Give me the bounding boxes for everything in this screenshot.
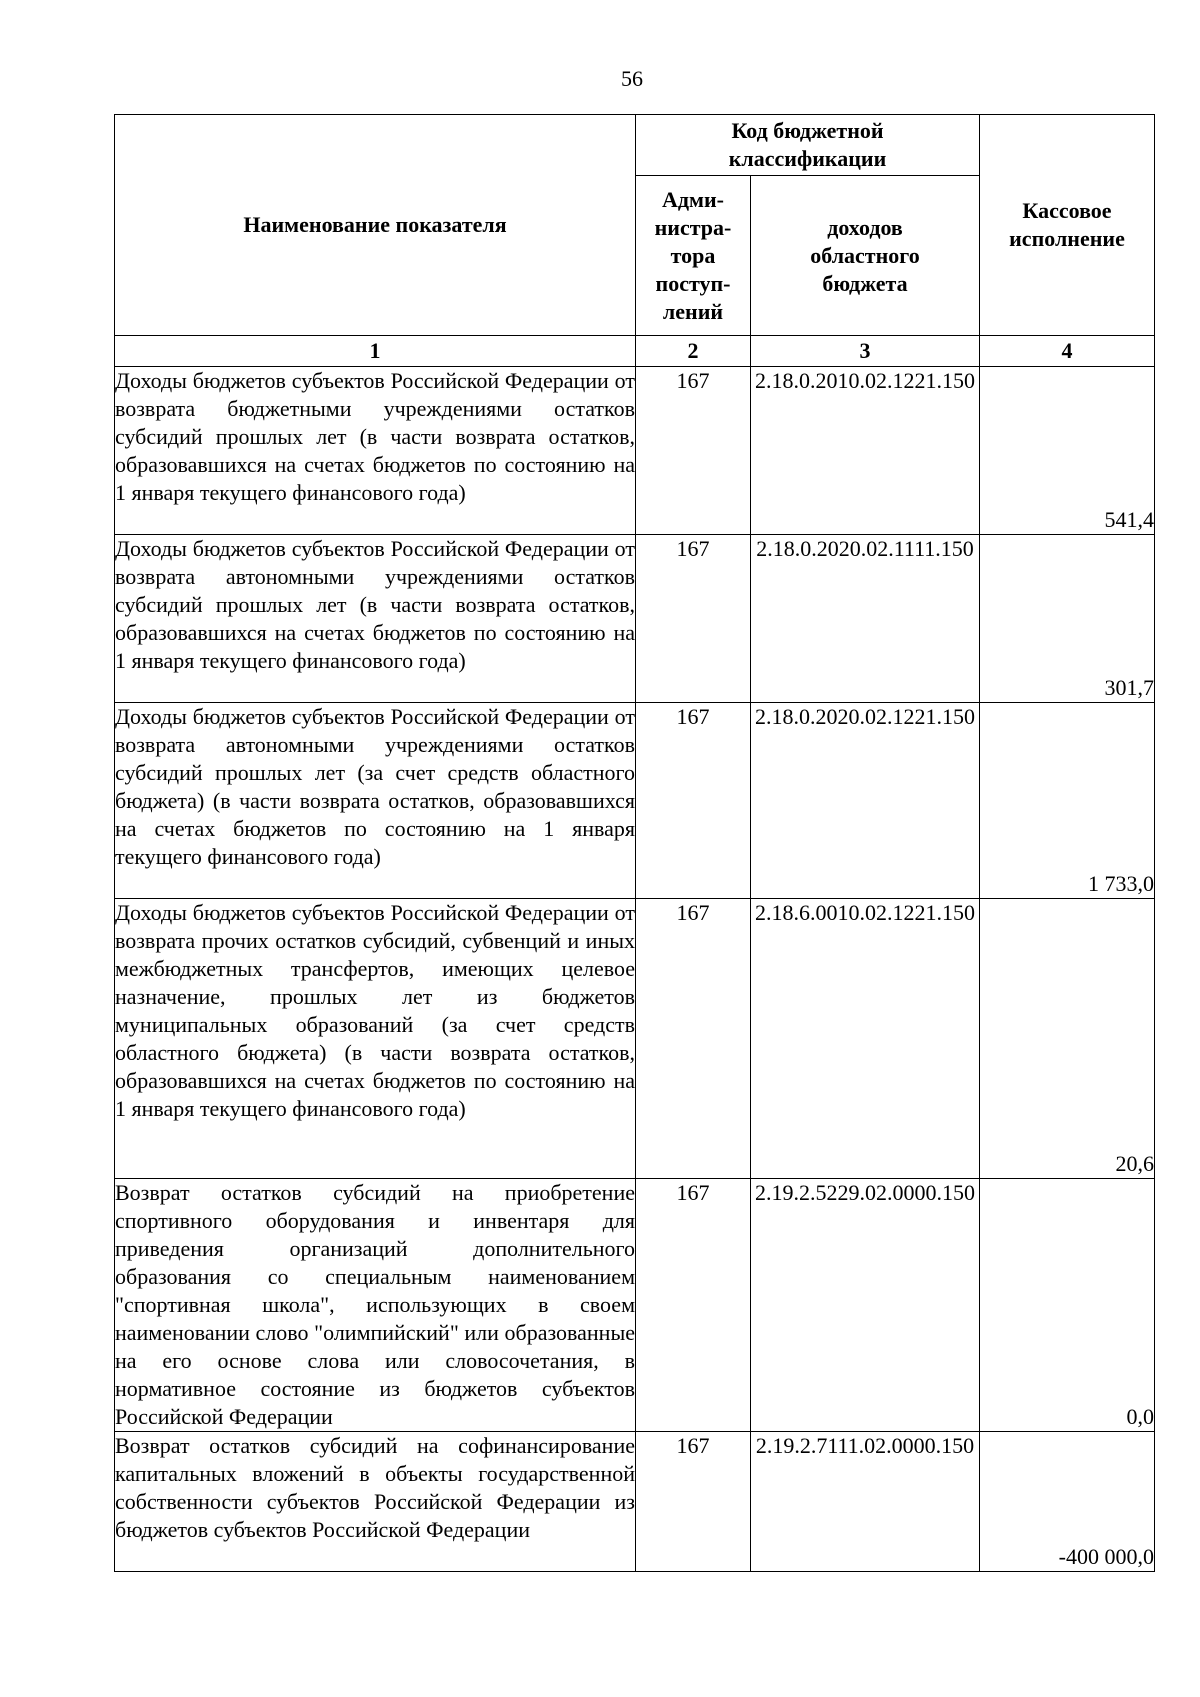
table-row [115, 367, 1155, 535]
row-amount: 541,4 [980, 367, 1155, 535]
row-admin-code: 167 [636, 1179, 751, 1432]
header-execution: Кассовое исполнение [980, 115, 1155, 336]
row-income-code: 2.19.2.7111.02.0000.150 [751, 1432, 980, 1572]
table-row [115, 535, 1155, 703]
row-name: Возврат остатков субсидий на софинансирование капитальных вложений в объекты государственной собственности субъектов Российской Федерации из бюджетов субъектов Российской Федерации [115, 1432, 636, 1572]
row-admin-code: 167 [636, 535, 751, 703]
table-row [115, 1432, 1155, 1572]
table-row [115, 1179, 1155, 1432]
row-admin-code: 167 [636, 1432, 751, 1572]
row-income-code: 2.18.0.2020.02.1221.150 [751, 703, 980, 899]
table-row [115, 703, 1155, 899]
header-admin: Адми-нистра-тора поступ-лений [636, 176, 751, 336]
row-name: Доходы бюджетов субъектов Российской Федерации от возврата автономными учреждениями остатков субсидий прошлых лет (за счет средств областного бюджета) (в части возврата остатков, образовавшихся на счетах бюджетов по состоянию на 1 января текущего финансового года) [115, 703, 636, 899]
column-number-2: 2 [636, 336, 751, 367]
row-amount: -400 000,0 [980, 1432, 1155, 1572]
budget-table [114, 114, 1155, 1572]
row-amount: 0,0 [980, 1179, 1155, 1432]
column-number-4: 4 [980, 336, 1155, 367]
row-income-code: 2.18.0.2020.02.1111.150 [751, 535, 980, 703]
row-amount: 1 733,0 [980, 703, 1155, 899]
row-name: Возврат остатков субсидий на приобретение спортивного оборудования и инвентаря для приведения организаций дополнительного образования со специальным наименованием "спортивная школа", использующих в своем наименовании слово "олимпийский" или образованные на его основе слова или словосочетания, в нормативное состояние из бюджетов субъектов Российской Федерации [115, 1179, 636, 1432]
row-name: Доходы бюджетов субъектов Российской Федерации от возврата бюджетными учреждениями остатков субсидий прошлых лет (в части возврата остатков, образовавшихся на счетах бюджетов по состоянию на 1 января текущего финансового года) [115, 367, 636, 535]
column-number-3: 3 [751, 336, 980, 367]
row-amount: 20,6 [980, 899, 1155, 1179]
header-name: Наименование показателя [115, 115, 636, 336]
header-income: доходов областного бюджета [751, 176, 980, 336]
row-admin-code: 167 [636, 367, 751, 535]
row-admin-code: 167 [636, 899, 751, 1179]
row-amount: 301,7 [980, 535, 1155, 703]
row-income-code: 2.18.0.2010.02.1221.150 [751, 367, 980, 535]
row-income-code: 2.19.2.5229.02.0000.150 [751, 1179, 980, 1432]
row-admin-code: 167 [636, 703, 751, 899]
row-income-code: 2.18.6.0010.02.1221.150 [751, 899, 980, 1179]
row-name: Доходы бюджетов субъектов Российской Федерации от возврата автономными учреждениями остатков субсидий прошлых лет (в части возврата остатков, образовавшихся на счетах бюджетов по состоянию на 1 января текущего финансового года) [115, 535, 636, 703]
header-code-group: Код бюджетной классификации [636, 115, 980, 176]
row-name: Доходы бюджетов субъектов Российской Федерации от возврата прочих остатков субсидий, субвенций и иных межбюджетных трансфертов, имеющих целевое назначение, прошлых лет из бюджетов муниципальных образований (за счет средств областного бюджета) (в части возврата остатков, образовавшихся на счетах бюджетов по состоянию на 1 января текущего финансового года) [115, 899, 636, 1179]
column-number-1: 1 [115, 336, 636, 367]
table-row [115, 899, 1155, 1179]
page-number: 56 [621, 66, 643, 91]
